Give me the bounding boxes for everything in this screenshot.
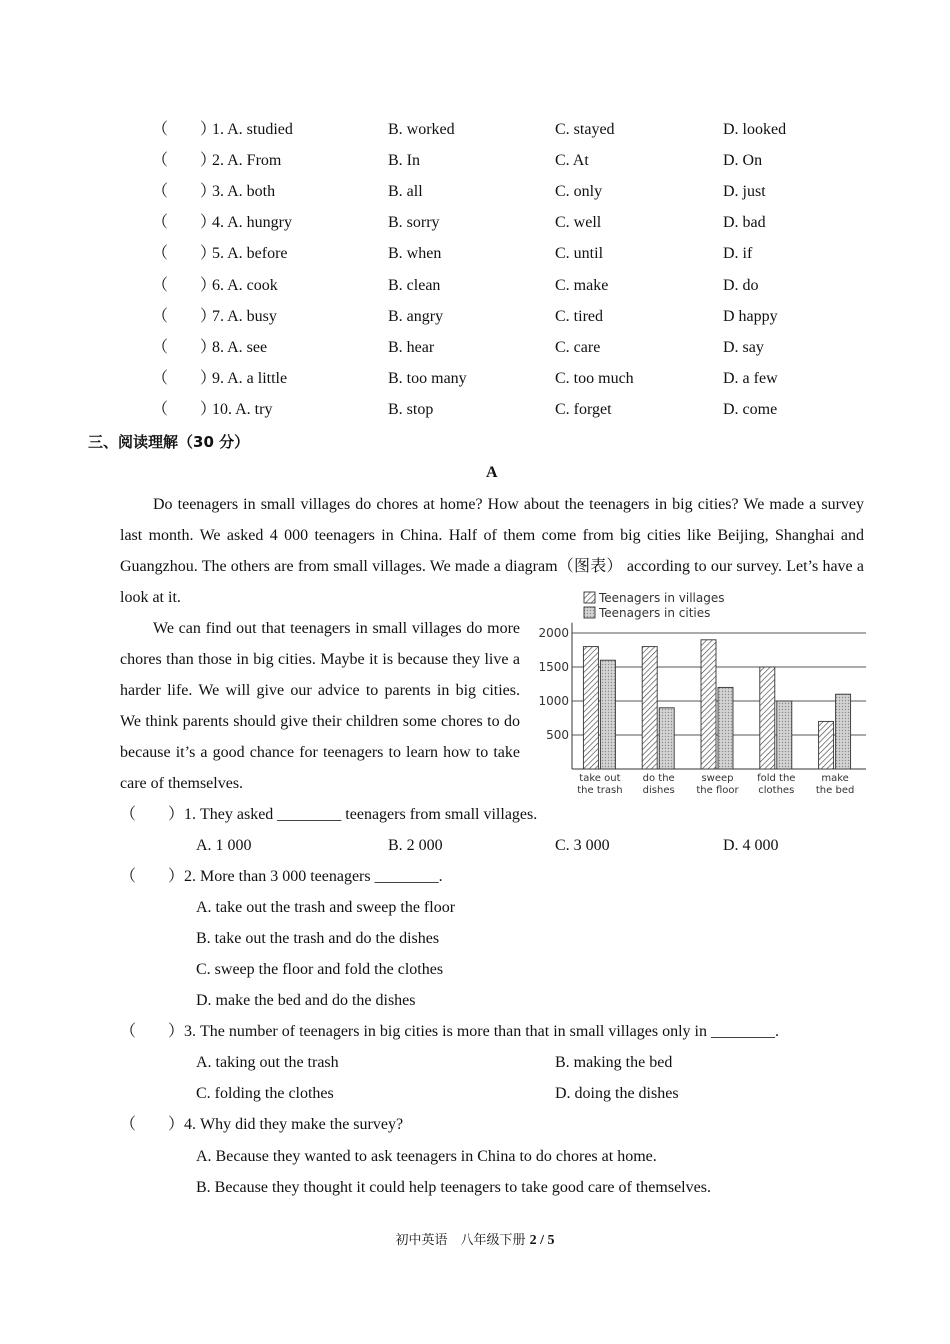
bar-cities [600,660,615,769]
cloze-option-a: 4. A. hungry [212,214,292,232]
cloze-option-c: C. only [555,183,603,201]
question-1-option-a: A. 1 000 [196,837,252,854]
cloze-option-b: B. In [388,152,420,170]
question-3-option-a: A. taking out the trash [196,1054,339,1071]
cloze-option-a: 2. A. From [212,152,282,170]
bar-villages [819,721,834,769]
bar-cities [718,687,733,769]
cloze-option-b: B. too many [388,369,467,387]
cloze-answer-blank: （ ） [152,400,217,418]
x-tick-label: dishes [642,785,675,796]
cloze-option-d: D. bad [723,214,766,232]
question-2-option-c: C. sweep the floor and fold the clothes [196,961,444,978]
bar-cities [777,701,792,769]
x-tick-label: do the [642,773,675,784]
cloze-item-row [152,400,872,420]
bar-cities [659,708,674,769]
cloze-item-row [152,369,872,389]
cloze-option-d: D. if [723,245,753,263]
cloze-option-a: 5. A. before [212,245,288,263]
question-1-option-c: C. 3 000 [555,837,610,854]
question-1-option-b: B. 2 000 [388,837,443,854]
cloze-option-c: C. well [555,214,602,232]
page-footer [0,1229,950,1249]
cloze-answer-blank: （ ） [152,338,217,356]
cloze-option-a: 6. A. cook [212,276,278,294]
cloze-option-b: B. worked [388,121,455,138]
cloze-option-a: 7. A. busy [212,307,277,325]
cloze-option-c: C. forget [555,400,612,418]
y-tick-label: 500 [546,728,569,742]
cloze-option-a: 3. A. both [212,183,276,201]
bar-villages [701,640,716,769]
y-tick-label: 1500 [538,660,569,674]
cloze-option-a: 8. A. see [212,338,268,356]
cloze-item-row [152,307,872,327]
cloze-answer-blank: （ ） [152,307,217,325]
cloze-option-a: 1. A. studied [212,121,293,138]
cloze-answer-blank: （ ） [152,369,217,387]
cloze-option-a: 10. A. try [212,400,273,418]
question-2-stem: （ ）2. More than 3 000 teenagers ________. [120,868,443,885]
x-tick-label: clothes [758,785,795,796]
cloze-option-c: C. until [555,245,604,263]
chores-bar-chart [532,588,872,800]
y-tick-label: 1000 [538,694,569,708]
question-3-option-d: D. doing the dishes [555,1085,679,1102]
cloze-option-d: D. come [723,400,778,418]
cloze-option-a: 9. A. a little [212,369,288,387]
cloze-option-c: C. make [555,276,609,294]
cloze-option-b: B. stop [388,400,434,418]
cloze-option-b: B. clean [388,276,441,294]
cloze-option-c: C. stayed [555,121,615,138]
cloze-answer-blank: （ ） [152,152,217,170]
cloze-option-d: D. just [723,183,766,201]
x-tick-label: take out [579,773,621,784]
cloze-option-c: C. too much [555,369,634,387]
passage-title: A [486,464,498,481]
cloze-option-d: D. do [723,276,759,294]
cloze-option-d: D. a few [723,369,778,387]
cloze-answer-blank: （ ） [152,121,217,138]
bar-villages [583,647,598,769]
x-tick-label: the floor [696,785,739,796]
cloze-item-row [152,151,872,171]
bar-villages [642,647,657,769]
x-tick-label: the trash [577,785,623,796]
bar-villages [760,667,775,769]
cloze-option-b: B. when [388,245,442,263]
question-1-option-d: D. 4 000 [723,837,779,854]
legend-label: Teenagers in cities [599,606,711,620]
y-tick-label: 2000 [538,626,569,640]
question-2-option-b: B. take out the trash and do the dishes [196,930,440,947]
cloze-option-c: C. At [555,152,589,170]
cloze-item-row [152,182,872,202]
question-1-stem: （ ）1. They asked ________ teenagers from small villages. [120,806,538,823]
question-4-option-a: A. Because they wanted to ask teenagers in China to do chores at home. [196,1148,657,1165]
legend-swatch [584,607,595,618]
cloze-answer-blank: （ ） [152,245,217,263]
cloze-item-row [152,120,872,140]
legend-label: Teenagers in villages [599,591,725,605]
question-3-stem: （ ）3. The number of teenagers in big cities is more than that in small villages only in ________. [120,1023,779,1040]
question-3-option-c: C. folding the clothes [196,1085,334,1102]
question-4-option-b: B. Because they thought it could help teenagers to take good care of themselves. [196,1179,711,1196]
cloze-item-row [152,276,872,296]
cloze-option-b: B. all [388,183,423,201]
cloze-option-b: B. hear [388,338,435,356]
cloze-option-c: C. tired [555,307,603,325]
passage-paragraph-1: Do teenagers in small villages do chores at home? How about the teenagers in big cities? We made a survey last month. We asked 4 000 teenagers in China. Half of them come from big cities like Beijing, Shanghai and Guangzhou. The others are from small villages. We made a diagram（图表） according to our survey. Let’s have a look at it. [120,496,864,606]
cloze-option-c: C. care [555,338,601,356]
bar-cities [836,694,851,769]
x-tick-label: fold the [757,773,796,784]
cloze-answer-blank: （ ） [152,214,217,232]
cloze-answer-blank: （ ） [152,183,217,201]
question-2-option-d: D. make the bed and do the dishes [196,992,416,1009]
passage-paragraph-2: We can find out that teenagers in small villages do more chores than those in big cities. Maybe it is because they live a harder life. We will give our advice to parents in big cities. We think parents should give their children some chores to do because it’s a good chance for teenagers to learn how to take care of themselves. [120,620,520,792]
x-tick-label: the bed [815,785,855,796]
cloze-option-d: D. On [723,152,763,170]
question-4-stem: （ ）4. Why did they make the survey? [120,1116,404,1133]
question-3-option-b: B. making the bed [555,1054,673,1071]
cloze-answer-blank: （ ） [152,276,217,294]
question-2-option-a: A. take out the trash and sweep the floor [196,899,456,916]
cloze-item-row [152,338,872,358]
cloze-option-b: B. sorry [388,214,440,232]
x-tick-label: make [821,773,849,784]
cloze-item-row [152,244,872,264]
footer-page-number: 2 / 5 [529,1233,555,1248]
cloze-option-d: D happy [723,307,778,325]
legend-swatch [584,592,595,603]
cloze-option-b: B. angry [388,307,444,325]
footer-subject: 初中英语 八年级下册 [395,1233,526,1248]
x-tick-label: sweep [701,773,734,784]
cloze-option-d: D. say [723,338,764,356]
cloze-option-d: D. looked [723,121,787,138]
section-heading: 三、阅读理解（30 分） [88,433,250,451]
cloze-item-row [152,213,872,233]
